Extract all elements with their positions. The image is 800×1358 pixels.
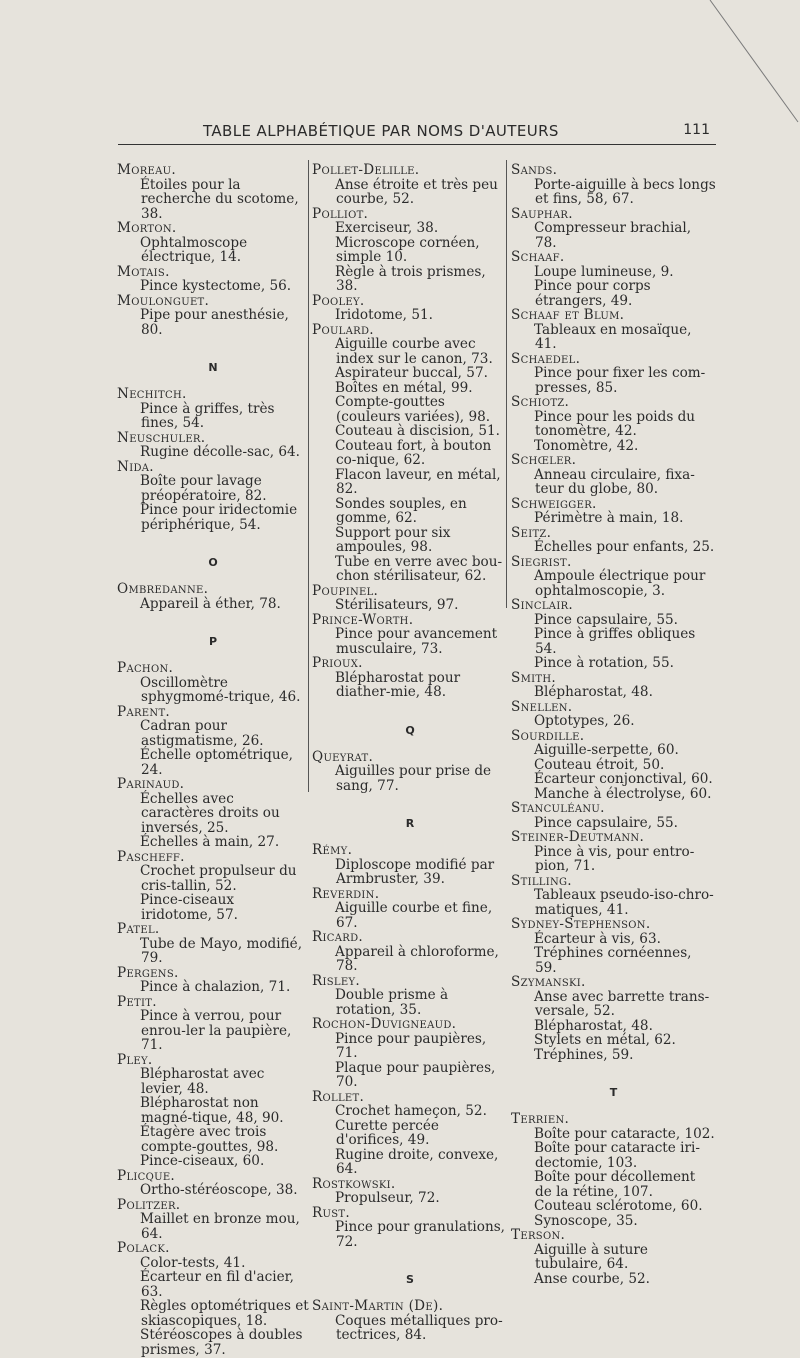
instrument-item: Manche à électrolyse, 60. — [534, 785, 712, 802]
author-name: Pachon. — [117, 660, 174, 676]
instrument-item: Pince pour fixer les com-presses, 85. — [534, 365, 706, 396]
author-name: Pollet-Delille. — [312, 162, 420, 178]
instrument-item: Anse étroite et très peu courbe, 52. — [335, 176, 498, 207]
author-name: Smith. — [511, 669, 557, 686]
instrument-item: Règles optométriques et skiascopiques, 18. — [140, 1298, 309, 1329]
index-entry — [312, 974, 508, 1018]
author-name: Sinclair. — [511, 597, 574, 613]
index-entry — [511, 497, 716, 526]
index-entry — [511, 729, 716, 802]
instrument-item: Loupe lumineuse, 9. — [534, 263, 674, 280]
index-entry — [511, 917, 716, 975]
author-name: Sauphar. — [511, 205, 573, 222]
instrument-item: Tonomètre, 42. — [534, 437, 639, 454]
instrument-item: Pince à vis, pour entro-pion, 71. — [534, 843, 695, 874]
author-name: Risley. — [312, 972, 360, 989]
instrument-item: Pince-ciseaux, 60. — [140, 1153, 265, 1169]
page-number: 111 — [683, 122, 710, 138]
instrument-item: Aiguilles pour prise de sang, 77. — [335, 763, 492, 794]
instrument-item: Couteau étroit, 50. — [534, 756, 665, 773]
index-entry — [312, 750, 508, 794]
author-name: Terrien. — [511, 1111, 570, 1127]
instrument-item: Pince capsulaire, 55. — [534, 611, 678, 628]
instrument-item: Exerciseur, 38. — [335, 220, 439, 236]
section-letter: Q — [405, 723, 415, 737]
header-title: TABLE ALPHABÉTIQUE PAR NOMS D'AUTEURS — [203, 122, 559, 140]
author-name: Poulard. — [312, 321, 374, 338]
index-entry — [117, 850, 309, 923]
author-name: Patel. — [117, 921, 160, 937]
instrument-item: Tube de Mayo, modifié, 79. — [140, 935, 303, 966]
section-letter: P — [208, 635, 218, 648]
instrument-item: Boîte pour cataracte iri-dectomie, 103. — [534, 1140, 700, 1171]
index-entry — [511, 250, 716, 308]
instrument-item: Microscope cornéen, simple 10. — [335, 234, 480, 265]
index-entry — [511, 830, 716, 874]
instrument-item: Étoiles pour la recherche du scotome, 38. — [140, 176, 299, 222]
author-name: Schaaf et Blum. — [511, 307, 625, 323]
author-name: Pooley. — [312, 292, 365, 309]
instrument-item: Pince à verrou, pour enrou-ler la paupière, 71. — [140, 1008, 292, 1053]
instrument-item: Périmètre à main, 18. — [534, 510, 684, 526]
index-entry — [511, 874, 716, 918]
author-name: Stanculéanu. — [511, 800, 605, 816]
instrument-item: Blépharostat pour diather-mie, 48. — [335, 669, 461, 700]
instrument-item: Blépharostat, 48. — [534, 1017, 653, 1034]
instrument-item: Anse courbe, 52. — [534, 1270, 650, 1287]
index-entry — [312, 1206, 508, 1250]
instrument-item: Optotypes, 26. — [534, 713, 635, 729]
instrument-item: Tube en verre avec bou-chon stérilisateur, 62. — [335, 553, 503, 584]
instrument-item: Propulseur, 72. — [335, 1190, 440, 1206]
index-entry — [117, 1169, 309, 1198]
page-corner-fold — [708, 0, 800, 140]
index-entry — [312, 1177, 508, 1206]
author-name: Sydney-Stephenson. — [511, 916, 651, 932]
instrument-item: Boîtes en métal, 99. — [335, 379, 473, 396]
instrument-item: Couteau fort, à bouton co-nique, 62. — [335, 437, 492, 468]
index-entry — [312, 294, 508, 323]
author-name: Sands. — [511, 162, 558, 178]
index-entry — [117, 661, 309, 705]
author-name: Prioux. — [312, 655, 363, 671]
index-entry — [312, 843, 508, 887]
author-name: Rust. — [312, 1204, 351, 1221]
instrument-item: Ortho-stéréoscope, 38. — [140, 1182, 298, 1198]
index-entry — [511, 163, 716, 207]
index-entry — [312, 1299, 508, 1343]
author-name: Rostkowski. — [312, 1175, 396, 1192]
index-entry — [511, 1228, 716, 1286]
index-entry — [312, 887, 508, 931]
author-name: Schaedel. — [511, 350, 581, 367]
index-entry — [117, 221, 309, 265]
instrument-item: Règle à trois prismes, 38. — [335, 263, 486, 294]
author-name: Sourdille. — [511, 727, 585, 744]
index-entry — [312, 584, 508, 613]
instrument-item: Diploscope modifié par Armbruster, 39. — [335, 856, 495, 887]
instrument-item: Blépharostat, 48. — [534, 684, 653, 700]
author-name: Nida. — [117, 458, 154, 475]
author-name: Moreau. — [117, 162, 177, 178]
instrument-item: Synoscope, 35. — [534, 1212, 638, 1229]
index-entry — [511, 555, 716, 599]
index-entry — [312, 1090, 508, 1177]
instrument-item: Double prisme à rotation, 35. — [335, 987, 449, 1018]
author-name: Queyrat. — [312, 748, 374, 765]
instrument-item: Ophtalmoscope électrique, 14. — [140, 234, 248, 265]
index-entry — [117, 1241, 309, 1357]
instrument-item: Couteau à discision, 51. — [335, 423, 500, 439]
author-name: Pley. — [117, 1051, 153, 1068]
index-entry — [511, 207, 716, 251]
instrument-item: Blépharostat non magné-tique, 48, 90. — [140, 1095, 284, 1126]
index-entry — [117, 387, 309, 431]
instrument-item: Tableaux en mosaïque, 41. — [534, 321, 692, 352]
instrument-item: Tréphines cornéennes, 59. — [534, 945, 692, 976]
instrument-item: Pince pour iridectomie périphérique, 54. — [140, 502, 298, 533]
index-entry — [312, 163, 508, 207]
index-entry — [117, 1198, 309, 1242]
author-name: Ricard. — [312, 929, 364, 945]
index-entry — [511, 671, 716, 700]
instrument-item: Aspirateur buccal, 57. — [335, 365, 488, 381]
author-name: Pergens. — [117, 964, 179, 981]
author-name: Polack. — [117, 1240, 170, 1256]
section-letter: S — [406, 1273, 414, 1286]
index-entry — [117, 265, 309, 294]
instrument-item: Tréphines, 59. — [534, 1046, 634, 1063]
instrument-item: Compresseur brachial, 78. — [534, 220, 692, 251]
author-name: Ombredanne. — [117, 581, 209, 597]
instrument-item: Stéréoscopes à doubles prismes, 37. — [140, 1327, 303, 1358]
instrument-item: Anse avec barrette trans-versale, 52. — [534, 988, 710, 1019]
instrument-item: Écarteur à vis, 63. — [534, 930, 661, 947]
index-entry — [117, 705, 309, 778]
instrument-item: Compte-gouttes (couleurs variées), 98. — [335, 394, 491, 425]
index-entry — [511, 453, 716, 497]
index-entry — [312, 323, 508, 584]
section-letter: O — [208, 556, 218, 569]
instrument-item: Pince-ciseaux iridotome, 57. — [140, 892, 238, 923]
instrument-item: Pince à griffes, très fines, 54. — [140, 400, 275, 431]
instrument-item: Porte-aiguille à becs longs et fins, 58, 67. — [534, 176, 716, 207]
author-name: Rollet. — [312, 1088, 365, 1105]
author-name: Plicque. — [117, 1167, 176, 1184]
index-column-1 — [117, 163, 309, 1357]
instrument-item: Anneau circulaire, fixa-teur du globe, 80. — [534, 466, 695, 497]
instrument-item: Rugine droite, convexe, 64. — [335, 1146, 499, 1177]
instrument-item: Pince pour paupières, 71. — [335, 1030, 487, 1061]
author-name: Poupinel. — [312, 582, 379, 599]
page-header — [118, 122, 716, 145]
index-entry — [511, 801, 716, 830]
index-entry — [511, 526, 716, 555]
instrument-item: Pince pour corps étrangers, 49. — [534, 278, 651, 309]
instrument-item: Écarteur conjonctival, 60. — [534, 771, 713, 787]
instrument-item: Maillet en bronze mou, 64. — [140, 1211, 300, 1242]
instrument-item: Appareil à chloroforme, 78. — [335, 943, 499, 974]
instrument-item: Coques métalliques pro-tectrices, 84. — [335, 1312, 503, 1343]
author-name: Schweigger. — [511, 495, 597, 512]
instrument-item: Blépharostat avec levier, 48. — [140, 1066, 265, 1097]
instrument-item: Couteau sclérotome, 60. — [534, 1198, 703, 1214]
instrument-item: Sondes souples, en gomme, 62. — [335, 495, 467, 526]
index-column-3 — [511, 163, 716, 1286]
instrument-item: Écarteur en fil d'acier, 63. — [140, 1269, 294, 1300]
index-entry — [117, 922, 309, 966]
instrument-item: Ampoule électrique pour ophtalmoscopie, 3. — [534, 568, 706, 599]
index-entry — [117, 995, 309, 1053]
instrument-item: Support pour six ampoules, 98. — [335, 524, 451, 555]
instrument-item: Boîte pour cataracte, 102. — [534, 1125, 715, 1142]
author-name: Polliot. — [312, 205, 369, 222]
author-name: Pascheff. — [117, 848, 185, 865]
instrument-item: Tableaux pseudo-iso-chro-matiques, 41. — [534, 887, 714, 918]
instrument-item: Crochet hameçon, 52. — [335, 1103, 487, 1119]
instrument-item: Pince pour granulations, 72. — [335, 1219, 506, 1250]
instrument-item: Appareil à éther, 78. — [140, 595, 281, 612]
author-name: Szymanski. — [511, 974, 586, 990]
instrument-item: Échelles pour enfants, 25. — [534, 539, 715, 555]
instrument-item: Pince à rotation, 55. — [534, 655, 674, 671]
author-name: Morton. — [117, 220, 177, 236]
author-name: Stilling. — [511, 872, 572, 889]
instrument-item: Aiguille courbe avec index sur le canon, 73. — [335, 336, 493, 367]
index-entry — [117, 294, 309, 338]
author-name: Parent. — [117, 703, 171, 720]
index-entry — [511, 598, 716, 671]
instrument-item: Cadran pour astigmatisme, 26. — [140, 718, 264, 749]
author-name: Seitz. — [511, 524, 552, 541]
index-entry — [511, 308, 716, 352]
index-entry — [117, 431, 309, 460]
index-entry — [511, 700, 716, 729]
instrument-item: Échelle optométrique, 24. — [140, 747, 293, 778]
author-name: Rémy. — [312, 842, 353, 858]
author-name: Terson. — [511, 1227, 566, 1243]
author-name: Prince-Worth. — [312, 611, 414, 628]
index-entry — [312, 207, 508, 294]
author-name: Schœler. — [511, 452, 577, 468]
author-name: Steiner-Deutmann. — [511, 829, 645, 845]
author-name: Motais. — [117, 263, 170, 280]
section-letter: R — [405, 817, 415, 830]
instrument-item: Échelles avec caractères droits ou inversés, 25. — [140, 790, 280, 836]
instrument-item: Pince à griffes obliques 54. — [534, 626, 696, 657]
instrument-item: Aiguille courbe et fine, 67. — [335, 900, 493, 931]
author-name: Siegrist. — [511, 553, 572, 570]
index-entry — [117, 582, 309, 611]
author-name: Neuschuler. — [117, 429, 206, 446]
index-entry — [511, 352, 716, 396]
instrument-item: Étagère avec trois compte-gouttes, 98. — [140, 1124, 279, 1155]
instrument-item: Flacon laveur, en métal, 82. — [335, 466, 501, 497]
author-name: Petit. — [117, 993, 157, 1010]
instrument-item: Crochet propulseur du cris-tallin, 52. — [140, 863, 297, 894]
instrument-item: Pince pour les poids du tonomètre, 42. — [534, 408, 696, 439]
index-entry — [117, 966, 309, 995]
instrument-item: Pipe pour anesthésie, 80. — [140, 307, 289, 338]
instrument-item: Stylets en métal, 62. — [534, 1032, 676, 1048]
instrument-item: Rugine décolle-sac, 64. — [140, 444, 300, 460]
index-entry — [511, 1112, 716, 1228]
index-entry — [117, 777, 309, 850]
instrument-item: Oscillomètre sphygmomé-trique, 46. — [140, 674, 301, 705]
author-name: Snellen. — [511, 698, 573, 715]
section-letter: N — [208, 361, 218, 374]
author-name: Rochon-Duvigneaud. — [312, 1016, 457, 1032]
instrument-item: Aiguille-serpette, 60. — [534, 742, 679, 758]
author-name: Schiotz. — [511, 394, 570, 410]
index-entry — [312, 656, 508, 700]
instrument-item: Pince pour avancement musculaire, 73. — [335, 626, 498, 657]
author-name: Saint-Martin (De). — [312, 1298, 444, 1314]
index-entry — [511, 395, 716, 453]
author-name: Nechitch. — [117, 386, 187, 402]
instrument-item: Plaque pour paupières, 70. — [335, 1059, 496, 1090]
instrument-item: Boîte pour lavage préopératoire, 82. — [140, 473, 267, 504]
index-entry — [312, 1017, 508, 1090]
instrument-item: Échelles à main, 27. — [140, 834, 280, 850]
index-entry — [511, 975, 716, 1062]
instrument-item: Pince à chalazion, 71. — [140, 979, 291, 995]
index-entry — [117, 1053, 309, 1169]
index-column-2 — [312, 163, 508, 1343]
instrument-item: Boîte pour décollement de la rétine, 107. — [534, 1169, 696, 1200]
instrument-item: Aiguille à suture tubulaire, 64. — [534, 1241, 648, 1272]
author-name: Parinaud. — [117, 776, 185, 792]
instrument-item: Stérilisateurs, 97. — [335, 597, 459, 613]
index-entry — [312, 930, 508, 974]
author-name: Politzer. — [117, 1196, 181, 1213]
author-name: Reverdin. — [312, 885, 380, 902]
instrument-item: Iridotome, 51. — [335, 307, 433, 323]
index-entry — [312, 613, 508, 657]
instrument-item: Curette percée d'orifices, 49. — [335, 1117, 439, 1148]
instrument-item: Color-tests, 41. — [140, 1254, 246, 1271]
index-entry — [117, 163, 309, 221]
index-entry — [117, 460, 309, 533]
instrument-item: Pince kystectome, 56. — [140, 278, 292, 294]
author-name: Moulonguet. — [117, 292, 210, 309]
instrument-item: Pince capsulaire, 55. — [534, 814, 678, 831]
author-name: Schaaf. — [511, 249, 565, 265]
section-letter: T — [609, 1086, 618, 1099]
